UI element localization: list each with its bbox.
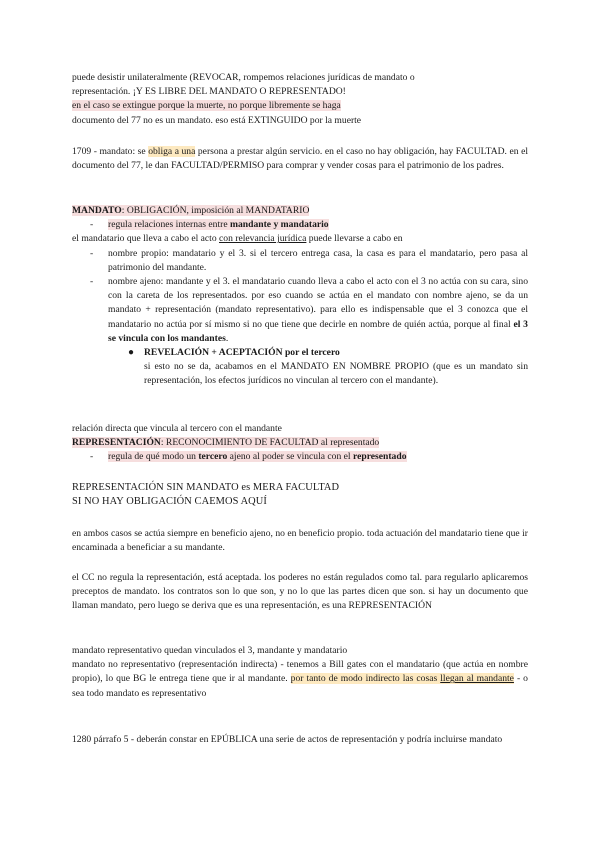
text-line: el mandatario que lleva a cabo el acto con relevancia jurídica puede llevarse a cabo en	[72, 233, 403, 245]
list-item-nombre-propio: - nombre propio: mandatario y el 3. si el tercero entrega casa, la casa es para el mandatario, pero pasa al patrimonio del mandante.	[90, 247, 528, 273]
text-line: representación. ¡Y ES LIBRE DEL MANDATO O REPRESENTADO!	[72, 86, 346, 98]
text-line	[72, 99, 528, 113]
highlighted-text: por tanto de modo indirecto las cosas llegan al mandante	[290, 673, 514, 685]
dash-item: - regula de qué modo un tercero ajeno al poder se vincula con el representado	[90, 451, 407, 463]
paragraph-ambos-casos: en ambos casos se actúa siempre en beneficio ajeno, no en beneficio propio. toda actuación del mandatario tiene que ir encaminada a beneficiar a su mandante.	[72, 528, 528, 554]
highlighted-text: en el caso se extingue porque la muerte, no porque libremente se haga	[72, 100, 341, 112]
list-item-nombre-ajeno: - nombre ajeno: mandante y el 3. el mandatario cuando lleva a cabo el acto con el 3 no actúa con su cara, sino con la careta de los representados. por eso cuando se actúa en el mandato con nombre ajeno, se da un mandato + representación (mandato representativo). para ello es indispensable que el 3 conozca que el mandatario no actúa por sí mismo si no que tiene que decirle en nombre de quién actúa, porque al final el 3 se vincula con los mandantes.	[90, 276, 528, 344]
section-title: REPRESENTACIÓN: RECONOCIMIENTO DE FACULTAD al representado	[72, 437, 380, 449]
highlighted-text: obliga a una	[148, 146, 196, 157]
paragraph-mandato-representativo: mandato representativo quedan vinculados el 3, mandante y mandatario mandato no representativo (representación indirecta) - tenemos a Bill gates con el mandatario (que actúa en nombre propio), lo que BG le entrega tiene que ir al mandante. por tanto de modo indirecto las cosas llegan al mandante - o sea todo mandato es representativo	[72, 645, 528, 699]
paragraph-1709: 1709 - mandato: se obliga a una persona a prestar algún servicio. en el caso no hay obligación, hay FACULTAD. en el documento del 77, le dan FACULTAD/PERMISO para comprar y vender cosas para el patrimonio de los padres.	[72, 146, 529, 172]
dash-item: - regula relaciones internas entre mandante y mandatario	[90, 219, 329, 231]
paragraph-1280: 1280 párrafo 5 - deberán constar en EPÚBLICA una serie de actos de representación y podría incluirse mandato	[72, 734, 503, 745]
section-title: MANDATO: OBLIGACIÓN, imposición al MANDATARIO	[72, 205, 310, 216]
text-line: documento del 77 no es un mandato. eso está EXTINGUIDO por la muerte	[72, 114, 362, 126]
bullet-icon: ●	[128, 347, 135, 359]
exclamation-text: ¡Y ES LIBRE DEL MANDATO O REPRESENTADO!	[132, 86, 346, 98]
section-mandato	[72, 204, 528, 389]
paragraph-desistir	[72, 71, 528, 128]
text-line: puede desistir unilateralmente (REVOCAR, rompemos relaciones jurídicas de mandato o	[72, 72, 415, 83]
section-representacion	[72, 422, 528, 465]
text-line: relación directa que vincula al tercero con el mandante	[72, 423, 282, 434]
paragraph-cc: el CC no regula la representación, está aceptada. los poderes no están regulados como tal. para regularlo aplicaremos preceptos de mandato. los contratos son lo que son, y no lo que las partes dicen que son. si hay un documento que llaman mandato, pero luego se deriva que es una representación, es una REPRESENTACIÓN	[72, 572, 528, 612]
bullet-item: ● REVELACIÓN + ACEPTACIÓN por el tercero si esto no se da, acabamos en el MANDATO EN NOMBRE PROPIO (que es un mandato sin representación, los efectos jurídicos no vinculan al tercero con el mandante).	[128, 347, 528, 387]
section-sin-mandato: REPRESENTACIÓN SIN MANDATO es MERA FACULTAD SI NO HAY OBLIGACIÓN CAEMOS AQUÍ	[72, 482, 340, 508]
